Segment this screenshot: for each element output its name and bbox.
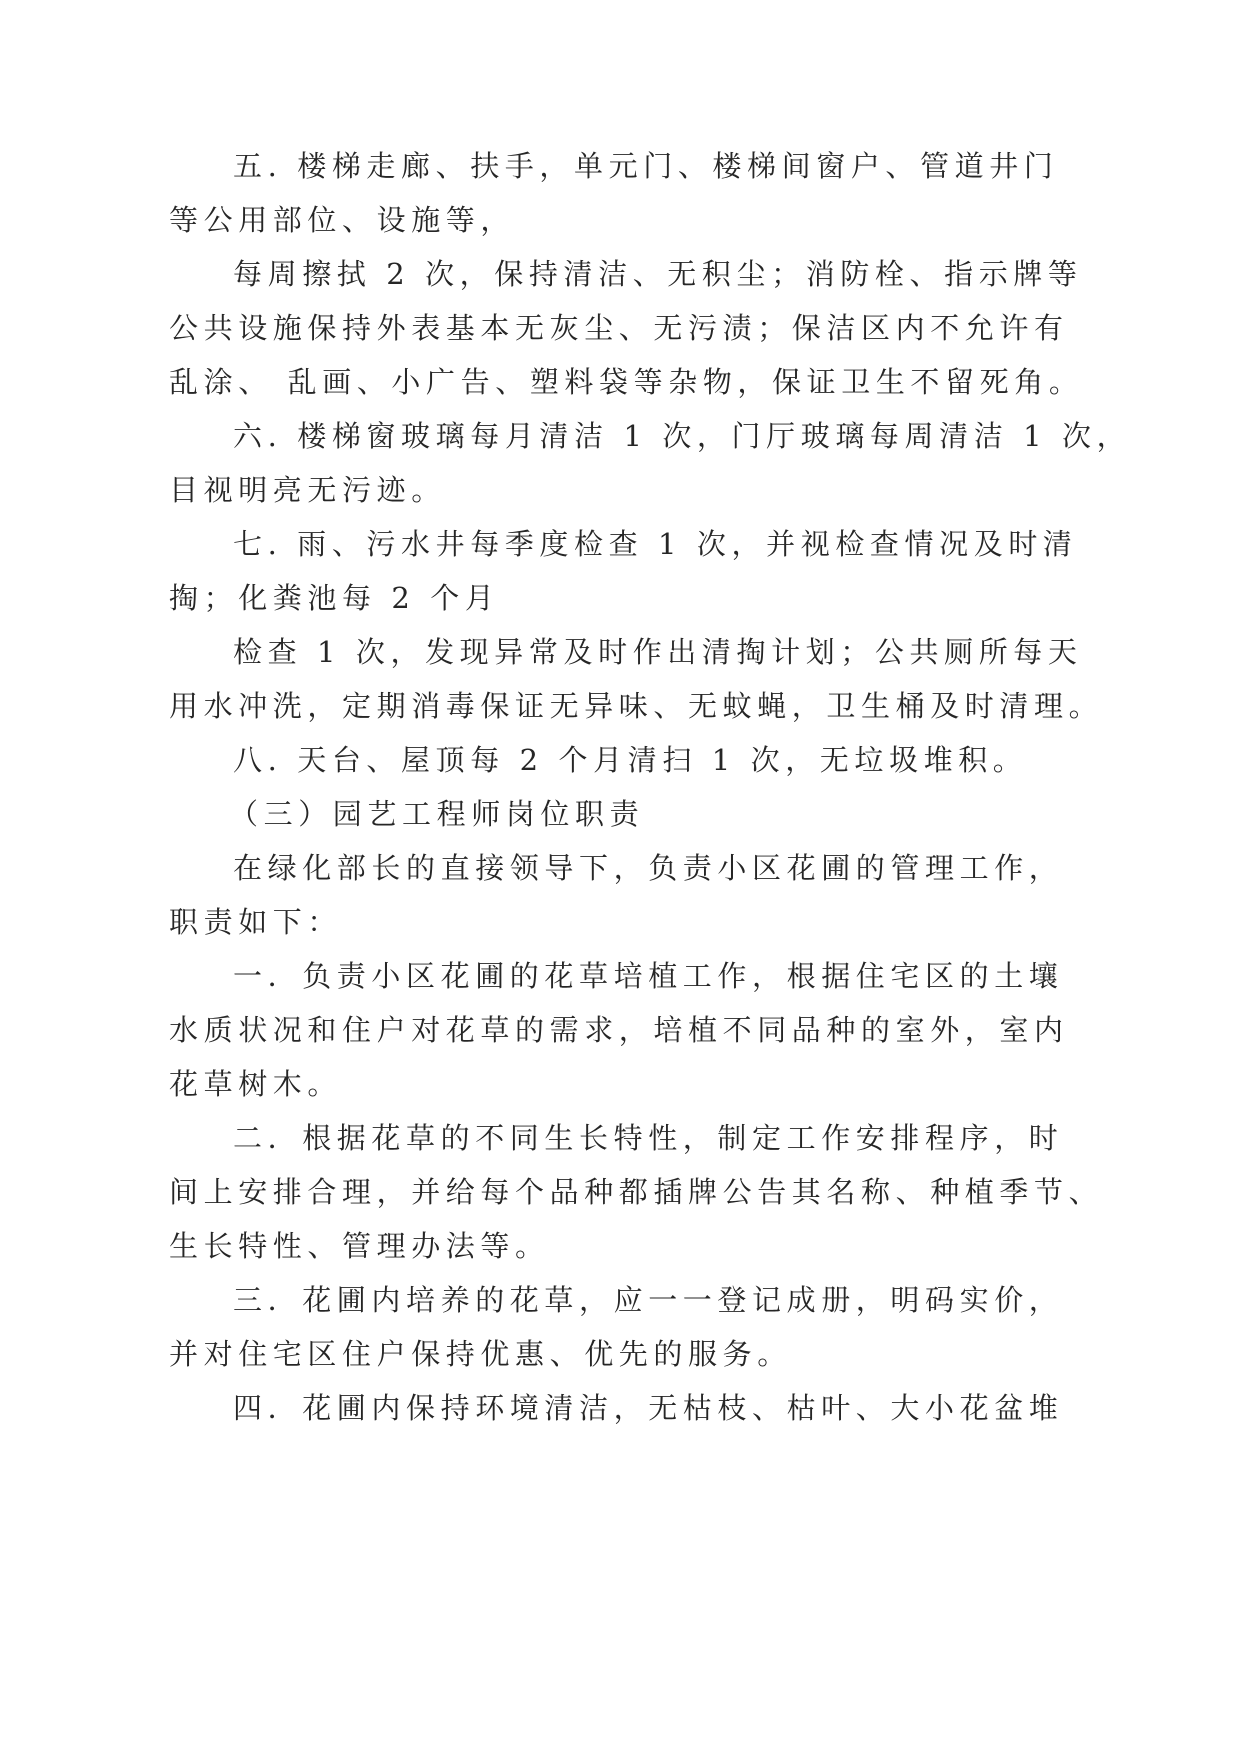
text-line: 在绿化部长的直接领导下，负责小区花圃的管理工作， [233, 851, 1064, 885]
text-line: 公共设施保持外表基本无灰尘、无污渍；保洁区内不允许有 [169, 311, 1069, 345]
text-line: 四．花圃内保持环境清洁，无枯枝、枯叶、大小花盆堆 [233, 1391, 1064, 1425]
text-line: 水质状况和住户对花草的需求，培植不同品种的室外，室内 [169, 1013, 1069, 1047]
text-line: 目视明亮无污迹。 [169, 473, 446, 507]
text-line: 一．负责小区花圃的花草培植工作，根据住宅区的土壤 [233, 959, 1064, 993]
text-line: 职责如下： [169, 905, 343, 939]
text-line: 等公用部位、设施等， [169, 203, 516, 237]
text-line: 检查 1 次，发现异常及时作出清掏计划；公共厕所每天 [233, 635, 1083, 669]
text-line: 每周擦拭 2 次，保持清洁、无积尘；消防栓、指示牌等 [233, 257, 1083, 291]
text-line: 八. 天台、屋顶每 2 个月清扫 1 次，无垃圾堆积。 [233, 743, 1028, 777]
text-line: 五. 楼梯走廊、扶手，单元门、楼梯间窗户、管道井门 [233, 149, 1059, 183]
text-line: 间上安排合理，并给每个品种都插牌公告其名称、种植季节、 [169, 1175, 1104, 1209]
text-line: 生长特性、管理办法等。 [169, 1229, 550, 1263]
text-line: 用水冲洗，定期消毒保证无异味、无蚊蝇，卫生桶及时清理。 [169, 689, 1104, 723]
text-line: 掏；化粪池每 2 个月 [169, 581, 500, 615]
text-line: 七. 雨、污水井每季度检查 1 次，并视检查情况及时清 [233, 527, 1078, 561]
text-line: 二．根据花草的不同生长特性，制定工作安排程序，时 [233, 1121, 1064, 1155]
text-line: 并对住宅区住户保持优惠、优先的服务。 [169, 1337, 792, 1371]
text-line: 三．花圃内培养的花草，应一一登记成册，明码实价， [233, 1283, 1064, 1317]
text-line: 六. 楼梯窗玻璃每月清洁 1 次，门厅玻璃每周清洁 1 次， [233, 419, 1132, 453]
text-line: 花草树木。 [169, 1067, 343, 1101]
section-heading: （三）园艺工程师岗位职责 [229, 797, 645, 831]
text-line: 乱涂、 乱画、小广告、塑料袋等杂物，保证卫生不留死角。 [169, 365, 1084, 399]
